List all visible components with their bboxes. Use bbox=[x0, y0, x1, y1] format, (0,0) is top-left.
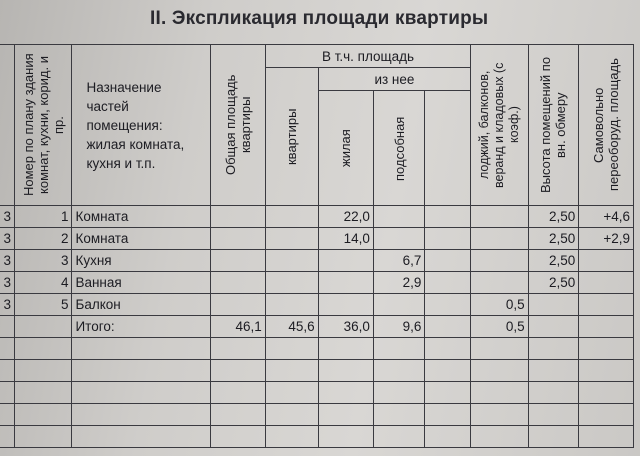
header-height: Высота помещений по вн. обмеру bbox=[528, 45, 579, 206]
header-living: жилая bbox=[318, 91, 373, 206]
explication-table bbox=[0, 44, 634, 448]
header-loggias: лоджий, балконов, веранд и кладовых (с коэф.) bbox=[471, 45, 528, 206]
table-row: 3 5 Балкон 0,5 bbox=[0, 294, 634, 316]
empty-row bbox=[0, 360, 634, 382]
header-including-area: В т.ч. площадь bbox=[265, 45, 471, 68]
empty-row bbox=[0, 338, 634, 360]
header-purpose: Назначение частей помещения: жилая комната, кухня и т.п. bbox=[72, 45, 211, 206]
total-label: Итого: bbox=[72, 316, 211, 338]
empty-row bbox=[0, 404, 634, 426]
header-auxiliary: подсобная bbox=[373, 91, 425, 206]
header-extra bbox=[425, 91, 471, 206]
header-room-number bbox=[15, 45, 72, 206]
header-rebuilt: Самовольно переоборуд. площадь bbox=[579, 45, 634, 206]
header-of-which: из нее bbox=[318, 68, 471, 91]
table-row: 3 3 Кухня 6,7 2,50 bbox=[0, 250, 634, 272]
header-floor-cell bbox=[0, 45, 15, 206]
header-total-area: Общая площадь квартиры bbox=[211, 45, 266, 206]
header-row-1 bbox=[0, 45, 634, 68]
table-row: 3 4 Ванная 2,9 2,50 bbox=[0, 272, 634, 294]
empty-row bbox=[0, 426, 634, 448]
empty-row bbox=[0, 382, 634, 404]
total-area-value: 46,1 bbox=[211, 316, 266, 338]
table-row: 3 1 Комната 22,0 2,50 +4,6 bbox=[0, 206, 634, 228]
document-title: II. Экспликация площади квартиры bbox=[150, 8, 489, 29]
total-row: Итого: 46,1 45,6 36,0 9,6 0,5 bbox=[0, 316, 634, 338]
header-room-number-text: Номер по плану здания комнат, кухни, корид. и пр. bbox=[20, 53, 66, 197]
table-row: 3 2 Комната 14,0 2,50 +2,9 bbox=[0, 228, 634, 250]
header-apartment: квартиры bbox=[265, 68, 318, 206]
